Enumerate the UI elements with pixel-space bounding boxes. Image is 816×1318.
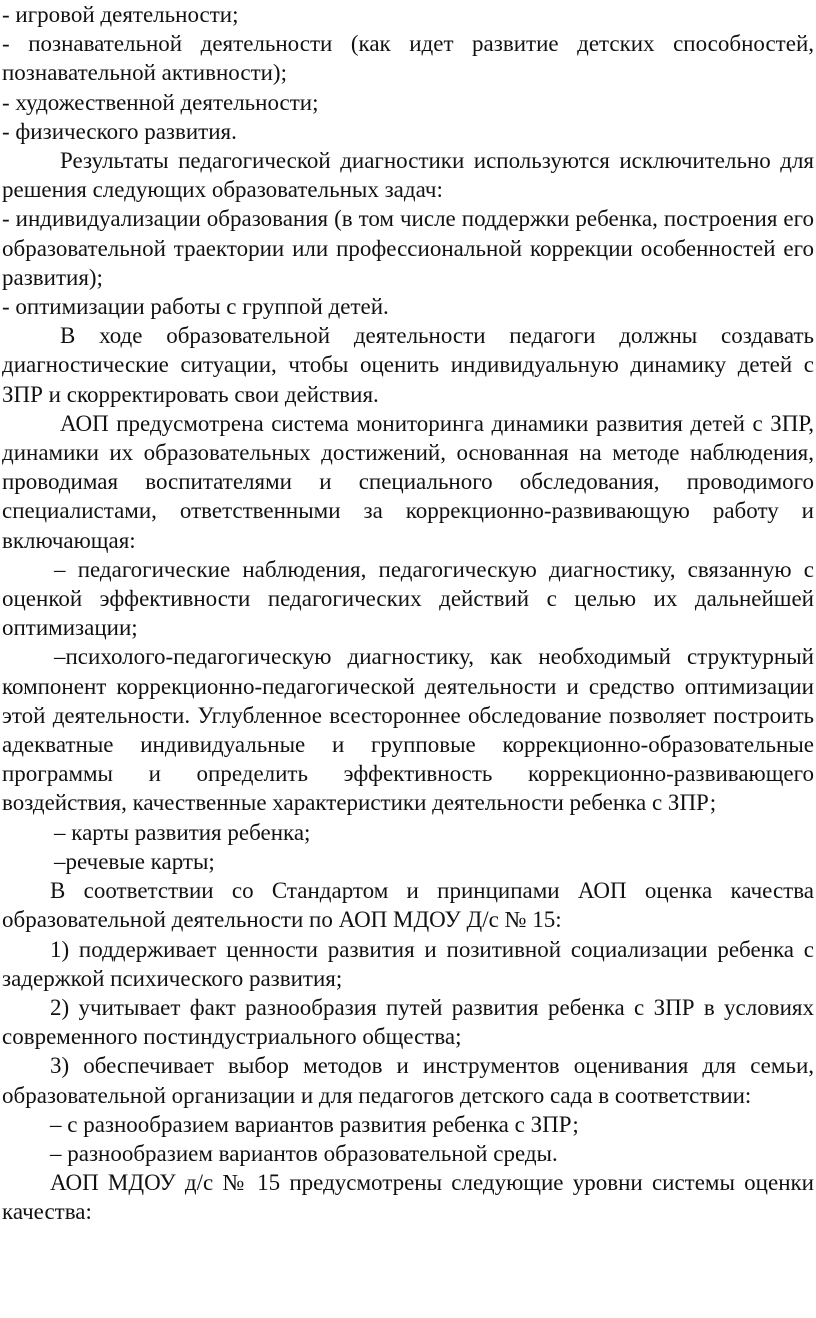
list-item: - физического развития. <box>2 118 237 144</box>
list-item: 2) учитывает факт разнообразия путей развития ребенка с ЗПР в условиях современного постиндустриального общества; <box>2 994 814 1050</box>
list-item: 3) обеспечивает выбор методов и инструментов оценивания для семьи, образовательной организации и для педагогов детского сада в соответствии: <box>2 1053 814 1108</box>
list-item: – разнообразием вариантов образовательной среды. <box>50 1140 558 1166</box>
list-item: – с разнообразием вариантов развития ребенка с ЗПР; <box>50 1111 579 1137</box>
list-item: - игровой деятельности; <box>2 2 239 27</box>
list-item: 1) поддерживает ценности развития и позитивной социализации ребенка с задержкой психического развития; <box>2 936 814 991</box>
list-item: - познавательной деятельности (как идет развитие детских способностей, познавательной активности); <box>2 31 814 86</box>
paragraph: Результаты педагогической диагностики используются исключительно для решения следующих образовательных задач: <box>2 148 814 203</box>
paragraph: В соответствии со Стандартом и принципами АОП оценка качества образовательной деятельности по АОП МДОУ Д/с № 15: <box>2 878 814 933</box>
paragraph: В ходе образовательной деятельности педагоги должны создавать диагностические ситуации, чтобы оценить индивидуальную динамику детей с ЗПР и скорректировать свои действия. <box>2 323 814 407</box>
list-item: - художественной деятельности; <box>2 89 319 115</box>
list-item: – карты развития ребенка; <box>54 819 311 845</box>
paragraph: АОП МДОУ д/с № 15 предусмотрены следующие уровни системы оценки качества: <box>2 1170 814 1225</box>
list-item: –психолого-педагогическую диагностику, как необходимый структурный компонент коррекционно-педагогической деятельности и средство оптимизации этой деятельности. Углубленное всестороннее обследование позволяет построить адекватные индивидуальные и групповые коррекционно-образовательные программы и определить эффективность коррекционно-развивающего воздействия, качественные характеристики деятельности ребенка с ЗПР; <box>2 644 814 816</box>
list-item: –речевые карты; <box>54 848 215 874</box>
list-item: - оптимизации работы с группой детей. <box>2 294 389 320</box>
paragraph: АОП предусмотрена система мониторинга динамики развития детей с ЗПР, динамики их образовательных достижений, основанная на методе наблюдения, проводимая воспитателями и специального обследования, проводимого специалистами, ответственными за коррекционно-развивающую работу и включающая: <box>2 410 814 553</box>
list-item: – педагогические наблюдения, педагогическую диагностику, связанную с оценкой эффективности педагогических действий с целью их дальнейшей оптимизации; <box>2 556 814 641</box>
list-item: - индивидуализации образования (в том числе поддержки ребенка, построения его образовательной траектории или профессиональной коррекции особенностей его развития); <box>2 206 814 290</box>
